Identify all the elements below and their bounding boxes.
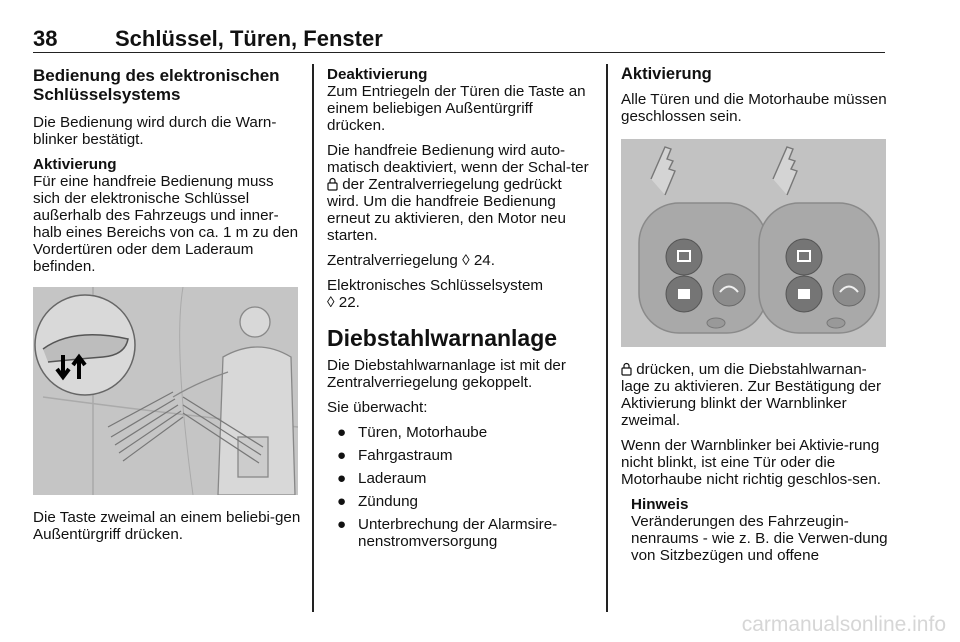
column-left [33,66,303,551]
cross-reference: Zentralverriegelung ◊ 24. [327,252,495,269]
list-item: ● Laderaum [337,470,427,487]
paragraph: Alle Türen und die Motorhaube müssen geschlossen sein. [621,91,887,125]
page-number: 38 [33,26,58,51]
paragraph: Für eine handfreie Bedienung muss sich der elektronische Schlüssel außerhalb des Fahrzeugs und inner-halb eines Bereichs von ca. 1 m zu den Vordertüren oder dem Laderaum befinden. [33,173,299,275]
list-item: ● Zündung [337,493,418,510]
lock-icon [327,177,338,191]
watermark: carmanualsonline.info [741,613,946,636]
subheading: Aktivierung [33,156,117,173]
paragraph-with-icon: drücken, um die Diebstahlwarnan-lage zu aktivieren. Zur Bestätigung der Aktivierung blinkt der Warnblinker zweimal. [621,361,882,429]
note-title: Hinweis [631,496,689,513]
list-item: ● Türen, Motorhaube [337,424,488,441]
list-item: ● Unterbrechung der Alarmsire-nenstromversorgung [337,516,558,550]
door-handle-illustration [33,287,298,495]
section-heading: Bedienung des elektronischen Schlüsselsystems [33,66,280,104]
lock-icon [621,362,632,376]
paragraph: Die Diebstahlwarnanlage ist mit der Zentralverriegelung gekoppelt. [327,357,566,391]
reference-arrow-icon: ◊ [327,294,335,311]
paragraph-with-icon: Die handfreie Bedienung wird auto-matisch deaktiviert, wenn der Schal-ter der Zentralverriegelung gedrückt wird. Um die handfreie Bedienung erneut zu aktivieren, den Motor neu starten. [327,142,589,244]
column-divider [606,64,608,612]
subheading: Deaktivierung [327,66,428,83]
column-middle [327,66,589,556]
paragraph: Wenn der Warnblinker bei Aktivie-rung nicht blinkt, ist eine Tür oder die Motorhaube nicht richtig geschlos-sen. [621,437,882,488]
page-header [33,26,885,53]
column-right [621,66,889,572]
note-box [631,496,889,564]
section-heading: Diebstahlwarnanlage [327,325,558,351]
monitored-items-list [327,424,589,550]
key-fobs-illustration [621,139,886,347]
cross-reference: Elektronisches Schlüsselsystem ◊ 22. [327,277,544,311]
column-divider [312,64,314,612]
list-item: ● Fahrgastraum [337,447,453,464]
paragraph: Die Bedienung wird durch die Warn-blinker bestätigt. [33,114,277,148]
key-fob-image [621,139,886,347]
paragraph: Sie überwacht: [327,399,428,416]
figure-caption: Die Taste zweimal an einem beliebi-gen Außentürgriff drücken. [33,509,301,543]
reference-arrow-icon: ◊ [462,252,470,269]
page-title: Schlüssel, Türen, Fenster [115,26,383,51]
paragraph: Zum Entriegeln der Türen die Taste an einem beliebigen Außentürgriff drücken. [327,83,586,134]
note-text: Veränderungen des Fahrzeugin-nenraums - wie z. B. die Verwen-dung von Sitzbezügen und offene [631,513,888,564]
subheading: Aktivierung [621,65,712,83]
person-at-door-image [33,287,298,495]
